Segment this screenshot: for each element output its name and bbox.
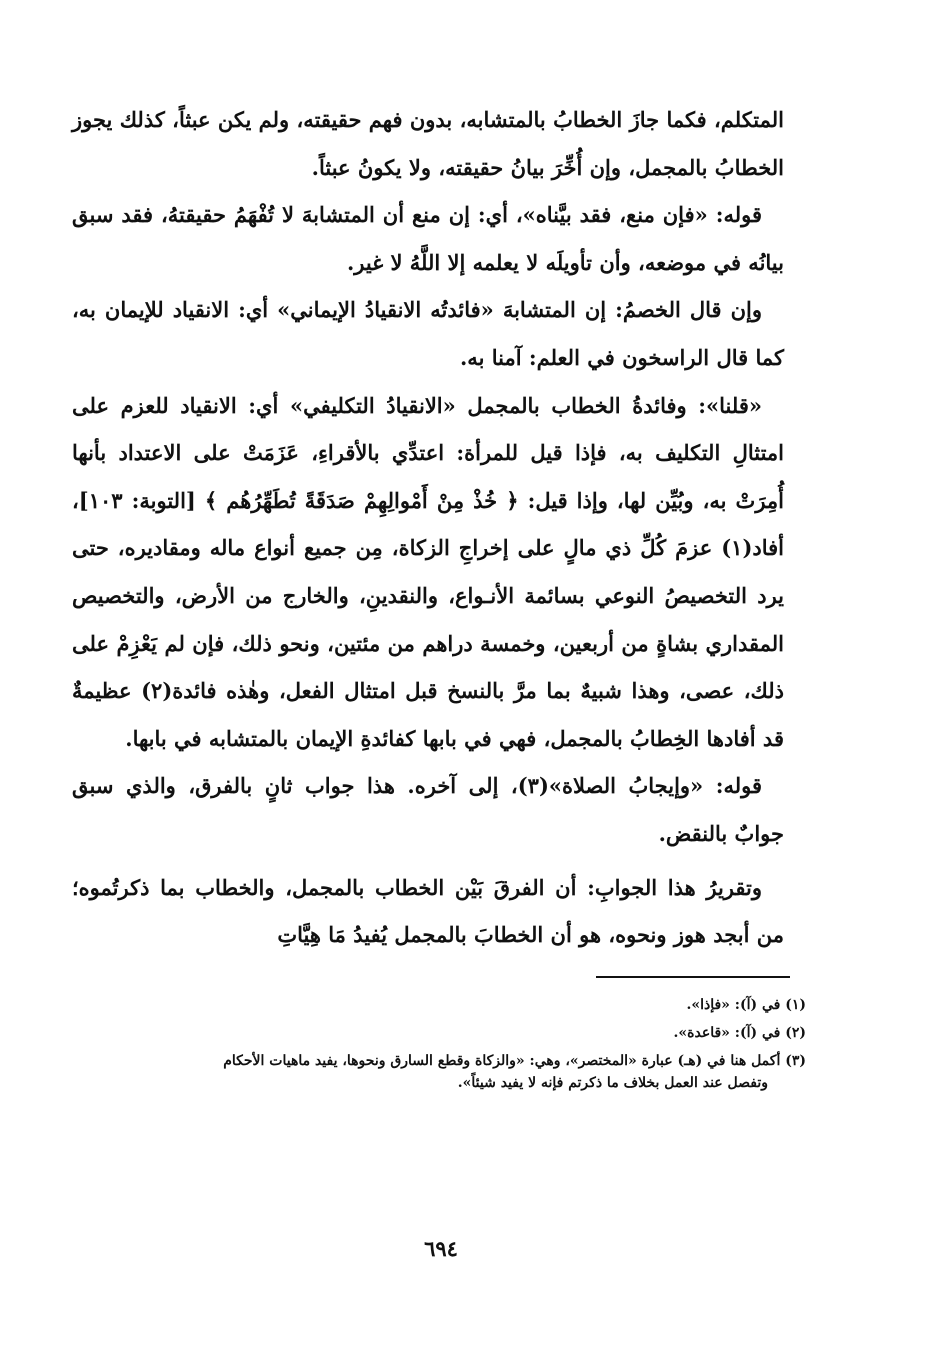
paragraph-ijab-salah: قوله: «وإيجابُ الصلاة»(٣)، إلى آخره. هذا جواب ثانٍ بالفرق، والذي سبق جوابٌ بالنقض.	[72, 773, 784, 846]
paragraph-khasm: وإن قال الخصمُ: إن المتشابهَ «فائدتُه الانقيادُ الإيماني» أي: الانقياد للإيمان به، كما قال الراسخون في العلم: آمنا به.	[72, 297, 784, 370]
footnote-separator	[596, 976, 790, 978]
page-number: ٦٩٤	[424, 1236, 458, 1261]
paragraph-continuation: المتكلم، فكما جازَ الخطابُ بالمتشابه، بدون فهم حقيقته، ولم يكن عبثاً، كذلك يجوز الخطابُ بالمجمل، وإن أُخِّرَ بيانُ حقيقته، ولا يكونُ عبثاً.	[72, 107, 784, 180]
paragraph-taqrir: وتقريرُ هذا الجوابِ: أن الفرقَ بَيْن الخطاب بالمجمل، والخطاب بما ذكرتُموه؛ من أبجد هوز ونحوه، هو أن الخطابَ بالمجمل يُفيدُ مَا هِيَّاتِ	[72, 874, 784, 948]
footnote-3-line-2: وتفصل عند العمل بخلاف ما ذكرتم فإنه لا يفيد شيئاً».	[457, 1075, 768, 1091]
footnote-2: (٢) في (آ): «قاعدة».	[673, 1025, 806, 1041]
paragraph-qawluh-fa-in-mana: قوله: «فإن منع، فقد بيَّناه»، أي: إن منع أن المتشابهَ لا تُفْهَمُ حقيقتهُ، فقد سبق بيانُه في موضعه، وأن تأويلَه لا يعلمه إلا اللَّهُ لا غير.	[72, 202, 784, 275]
paragraph-qulna: «قلنا»: وفائدةُ الخطاب بالمجمل «الانقيادُ التكليفي» أي: الانقياد للعزم على امتثالِ التكليف به، فإذا قيل للمرأة: اعتدِّي بالأقراءِ، عَزَمَتْ على الاعتداد بأنها أُمِرَتْ به، وبُيِّن لها، وإذا قيل: ﴿ خُذْ مِنْ أَمْوالِهِمْ صَدَقَةً تُطَهِّرُهُم ﴾ [التوبة: ١٠٣]، أفاد(١) عزمَ كُلِّ ذي مالٍ على إخراجِ الزكاة، مِن جميع أنواع ماله ومقاديره، حتى يرد التخصيصُ النوعي بسائمة الأنـواع، والنقدينِ، والخارج من الأرض، والتخصيص المقداري بشاةٍ من أربعين، وخمسة دراهم من مئتين، ونحو ذلك، فإن لم يَعْزِمْ على ذلك، عصى، وهذا شبيهٌ بما مرَّ بالنسخ قبل امتثال الفعل، وهٰذه فائدة(٢) عظيمةٌ قد أفادها الخِطابُ بالمجمل، فهي في بابها كفائدةِ الإيمان بالمتشابه في بابها.	[72, 392, 784, 751]
footnote-3-line-1: (٣) أكمل هنا في (هـ) عبارة «المختصر»، وهي: «والزكاة وقطع السارق ونحوها، يفيد ماهيات الأحكام	[223, 1053, 806, 1069]
footnote-1: (١) في (آ): «فإذا».	[686, 997, 806, 1013]
main-text	[72, 96, 784, 959]
footnotes	[88, 994, 806, 1094]
